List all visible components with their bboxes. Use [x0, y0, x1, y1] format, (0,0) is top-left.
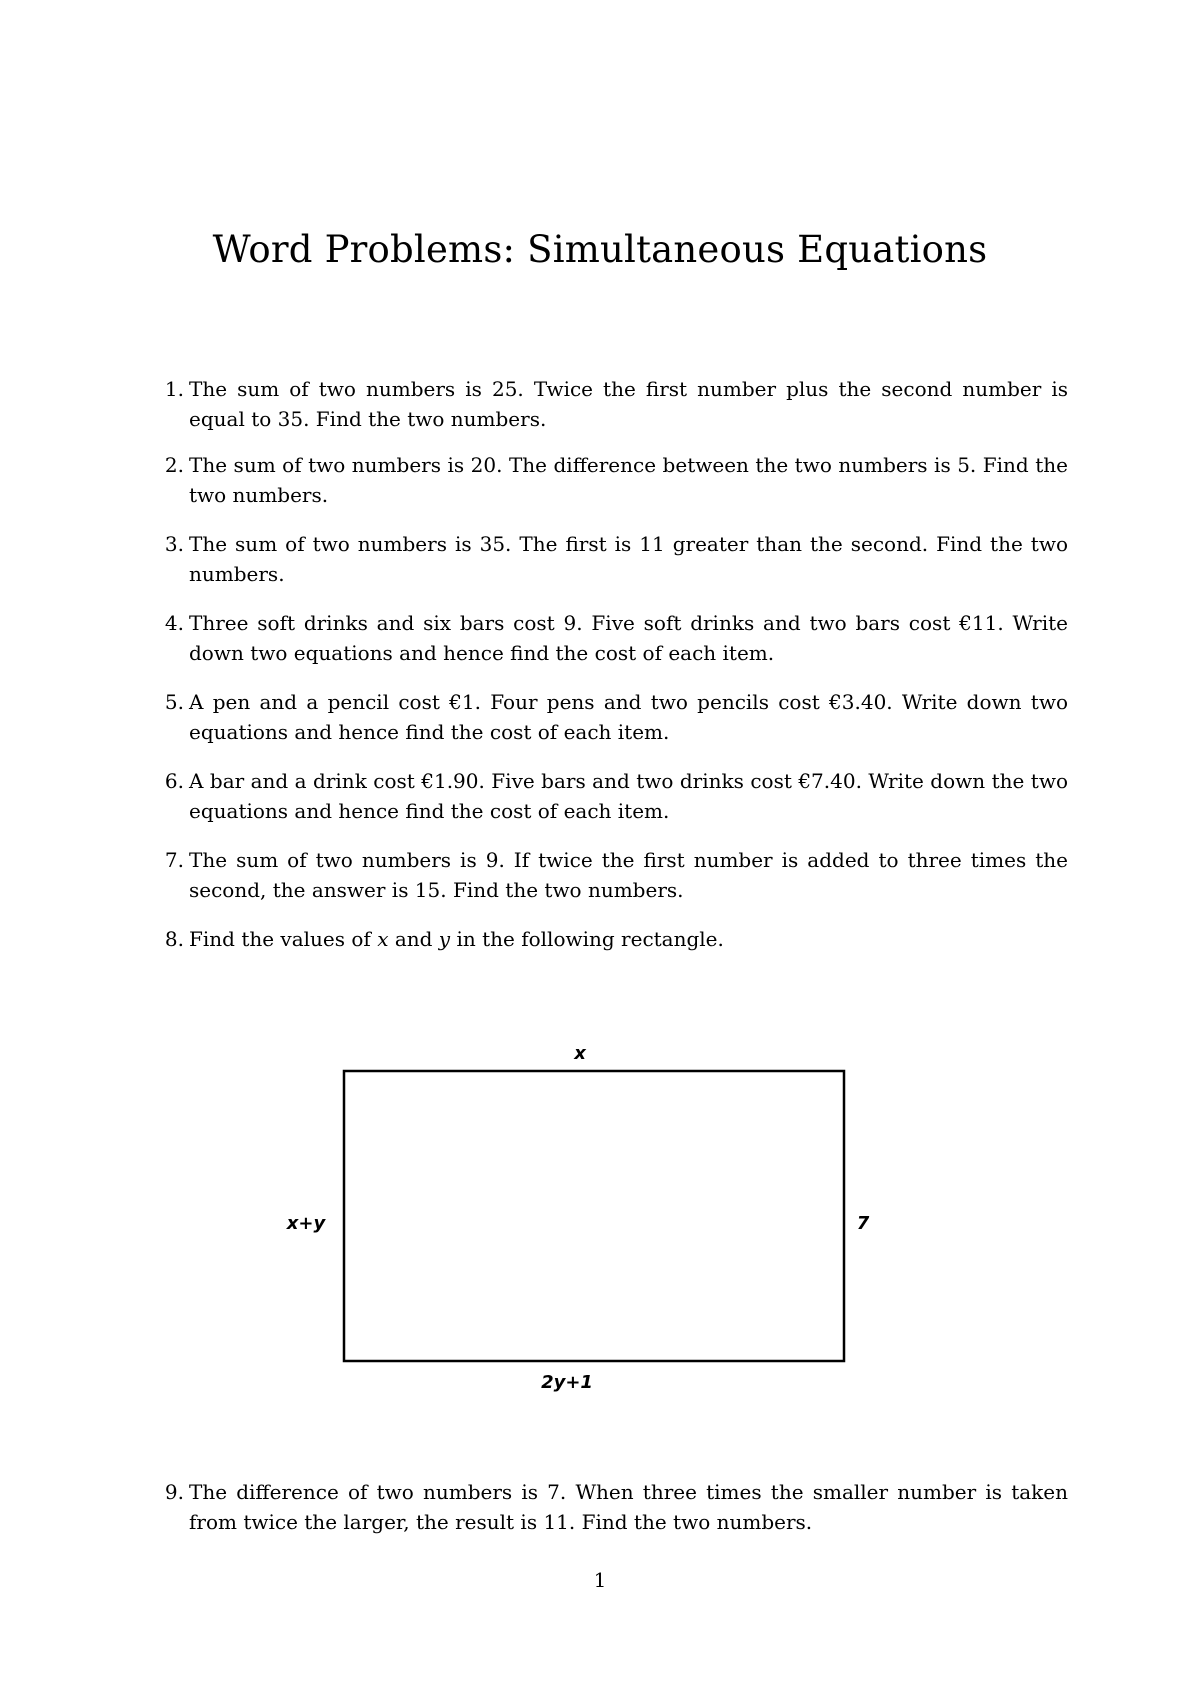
page-number: 1: [593, 1568, 607, 1592]
rectangle-shape: [344, 1071, 844, 1361]
problem-item: [150, 1477, 1068, 1537]
problem-number: 3.: [164, 532, 184, 556]
problem-text-part: and: [388, 927, 439, 951]
problem-number: 1.: [164, 377, 184, 401]
problem-text: [189, 924, 1068, 954]
problem-list-part-2: [150, 1477, 1068, 1537]
problem-item: [150, 845, 1068, 924]
problem-item: [150, 766, 1068, 845]
page-title: Word Problems: Simultaneous Equations: [212, 228, 988, 271]
problem-item: [150, 924, 1068, 964]
problem-item: [150, 608, 1068, 687]
problem-number: 5.: [164, 690, 184, 714]
rectangle-left-label: x+y: [286, 1213, 326, 1234]
rectangle-top-label: x: [574, 1043, 586, 1064]
problem-number: 9.: [164, 1480, 184, 1504]
problem-number: 6.: [164, 769, 184, 793]
problem-number: 2.: [164, 453, 184, 477]
problem-text: A pen and a pencil cost €1. Four pens and two pencils cost €3.40. Write down two equations and hence find the cost of each item.: [189, 690, 1068, 744]
problem-text-part: Find the values of: [189, 927, 378, 951]
problem-number: 4.: [164, 611, 184, 635]
variable-x: x: [377, 927, 389, 951]
problem-text: The sum of two numbers is 9. If twice the first number is added to three times the second, the answer is 15. Find the two numbers.: [189, 848, 1068, 902]
problem-text: A bar and a drink cost €1.90. Five bars and two drinks cost €7.40. Write down the two equations and hence find the cost of each item.: [189, 769, 1068, 823]
problem-text: The difference of two numbers is 7. When three times the smaller number is taken from twice the larger, the result is 11. Find the two numbers.: [189, 1480, 1068, 1534]
problem-text-part: in the following rectangle.: [450, 927, 724, 951]
problem-list-part-1: [150, 374, 1068, 964]
problem-item: [150, 687, 1068, 766]
problem-number: 8.: [164, 927, 184, 951]
problem-text: The sum of two numbers is 25. Twice the first number plus the second number is equal to 35. Find the two numbers.: [189, 377, 1068, 431]
problem-item: [150, 529, 1068, 608]
problem-item: [150, 450, 1068, 529]
problem-item: [150, 374, 1068, 450]
problem-text: Three soft drinks and six bars cost 9. Five soft drinks and two bars cost €11. Write down two equations and hence find the cost of each item.: [189, 611, 1068, 665]
problem-text: The sum of two numbers is 35. The first is 11 greater than the second. Find the two numbers.: [189, 532, 1068, 586]
rectangle-right-label: 7: [856, 1213, 870, 1234]
variable-y: y: [438, 927, 451, 951]
problem-number: 7.: [164, 848, 184, 872]
rectangle-bottom-label: 2y+1: [541, 1372, 593, 1393]
problem-text: The sum of two numbers is 20. The difference between the two numbers is 5. Find the two numbers.: [189, 453, 1068, 507]
